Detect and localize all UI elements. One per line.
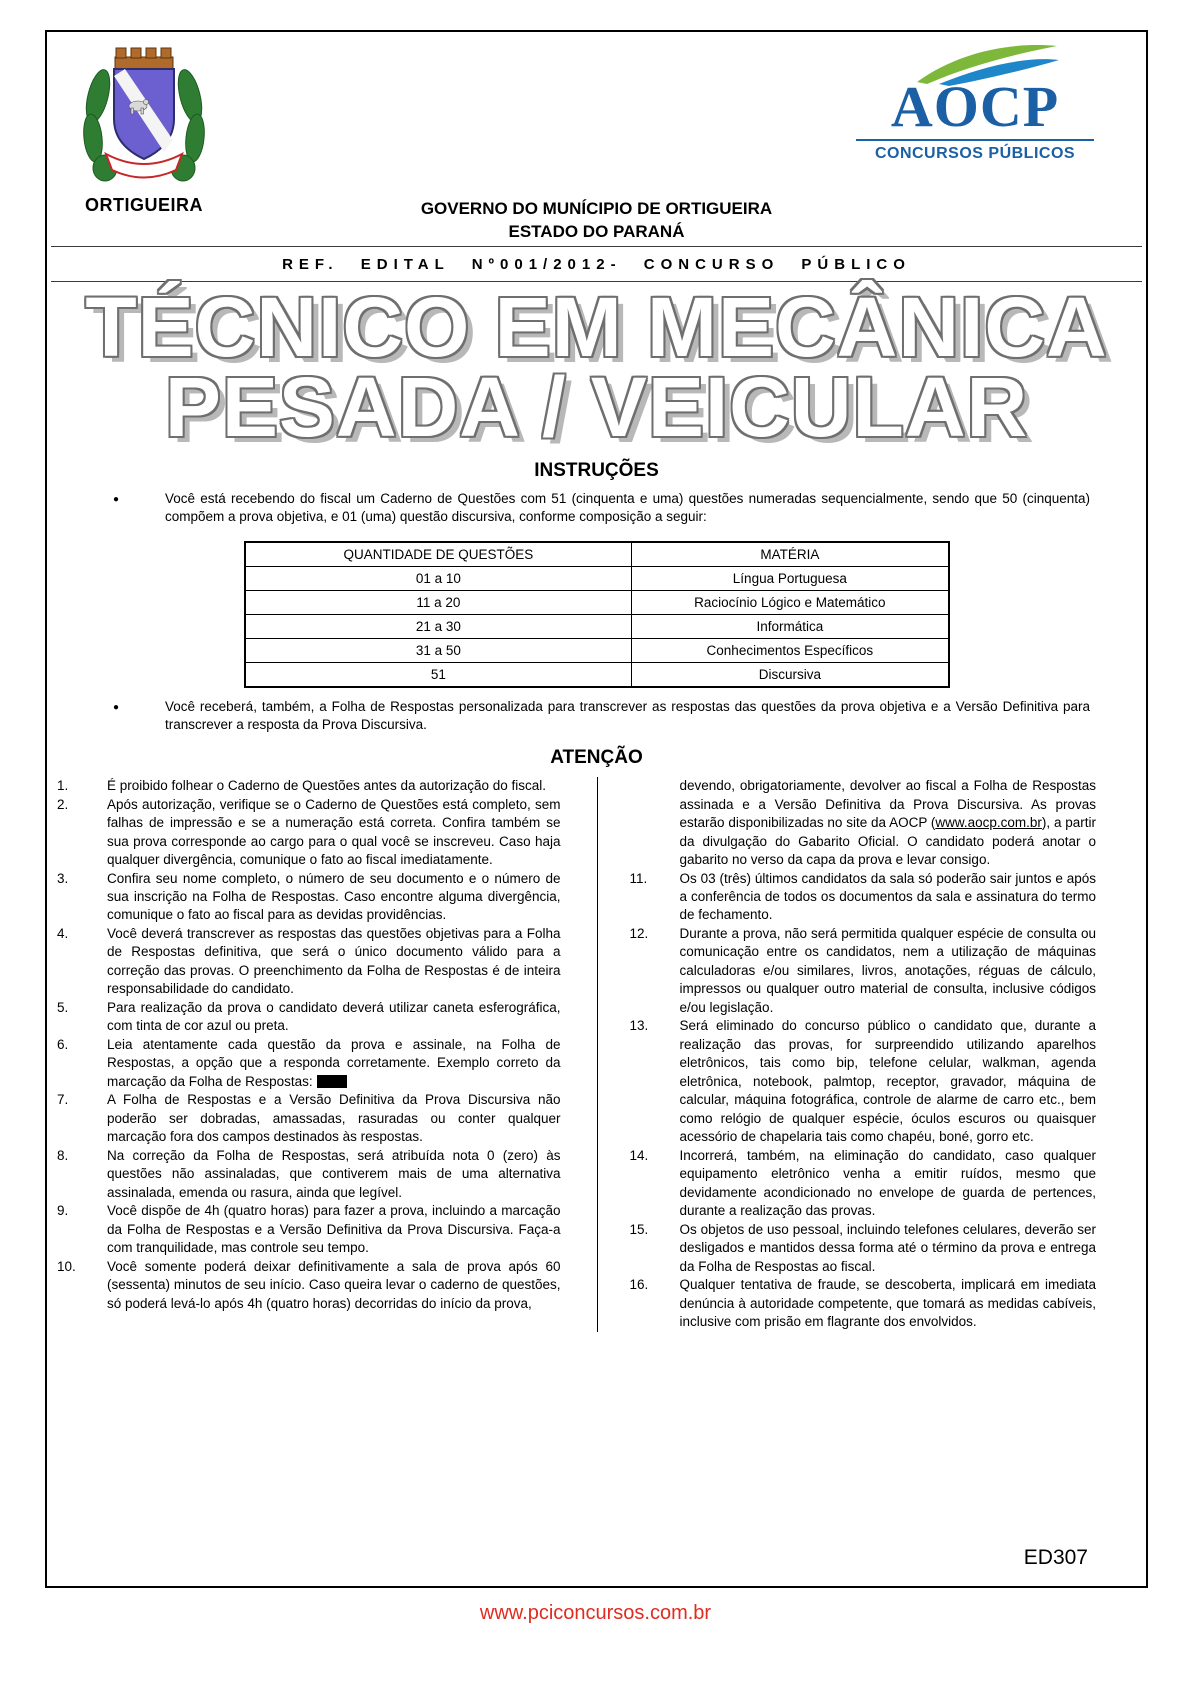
item-number: 16. (629, 1277, 649, 1293)
cell-question-range: 21 a 30 (245, 614, 632, 638)
government-title (47, 198, 1146, 244)
cell-question-range: 51 (245, 662, 632, 687)
cell-question-range: 11 a 20 (245, 590, 632, 614)
cell-subject: Informática (632, 614, 949, 638)
table-row (245, 638, 949, 662)
item-text (680, 777, 1097, 869)
item-number: 3. (57, 870, 69, 886)
instructions-heading: INSTRUÇÕES (534, 459, 659, 481)
table-row (245, 614, 949, 638)
cell-subject: Discursiva (632, 662, 949, 687)
item-text: Você somente poderá deixar definitivamente a sala de prova após 60 (sessenta) minutos de seu início. Caso queira levar o caderno de questões, só poderá levá-lo após 4h (quatro horas) decorridas do início da prova, (107, 1258, 561, 1311)
item-text: Qualquer tentativa de fraude, se descoberta, implicará em imediata denúncia à autoridade competente, que tomará as medidas cabíveis, inclusive com prisão em flagrante dos envolvidos. (679, 1277, 1096, 1330)
aocp-logo (856, 42, 1094, 163)
item-text-content: Leia atentamente cada questão da prova e assinale, na Folha de Respostas, a opção que a responda corretamente. Exemplo correto da marcação da Folha de Respostas: (107, 1036, 561, 1089)
cell-subject: Conhecimentos Específicos (632, 638, 949, 662)
document-frame (45, 30, 1148, 1588)
item-number: 15. (629, 1221, 649, 1237)
instruction-item-3 (57, 870, 561, 925)
gov-line-1: GOVERNO DO MUNÍCIPIO DE ORTIGUEIRA (420, 199, 773, 218)
attention-column-left (47, 777, 597, 1332)
instruction-item-9 (57, 1202, 561, 1257)
instruction-item-16 (630, 1276, 1097, 1331)
item-text: Você deverá transcrever as respostas das questões objetivas para a Folha de Respostas definitiva, que será o único documento válido para a correção das provas. O preenchimento da Folha de Respostas é de inteira responsabilidade do candidato. (107, 925, 561, 997)
item-text: Os objetos de uso pessoal, incluindo telefones celulares, deverão ser desligados e mantidos dessa forma até o término da prova e entrega da Folha de Respostas ao fiscal. (679, 1221, 1096, 1274)
item-text: A Folha de Respostas e a Versão Definitiva da Prova Discursiva não poderão ser dobradas, amassadas, rasuradas ou conter qualquer marcação fora dos campos destinados às respostas. (107, 1092, 561, 1145)
item-number: 14. (629, 1147, 649, 1163)
edition-code: ED307 (1023, 1546, 1088, 1569)
ortigueira-logo (69, 40, 219, 216)
instruction-bullet-1 (47, 490, 1146, 527)
bullet-icon: ● (113, 493, 120, 505)
attention-columns (47, 777, 1146, 1332)
item-text (107, 1036, 561, 1091)
table-row (245, 566, 949, 590)
table-header-quantity: QUANTIDADE DE QUESTÕES (245, 542, 632, 567)
job-title-line-1: TÉCNICO EM MECÂNICA (85, 280, 1108, 374)
attention-column-right (597, 777, 1147, 1332)
aocp-wordmark: AOCP (890, 74, 1060, 139)
cell-question-range: 01 a 10 (245, 566, 632, 590)
item-text: Após autorização, verifique se o Caderno de Questões está completo, sem falhas de impressão e se a numeração está correta. Confira também se sua prova corresponde ao cargo para o qual você se inscreveu. Caso haja qualquer divergência, comunique o fato ao fiscal imediatamente. (107, 796, 561, 868)
gov-line-2: ESTADO DO PARANÁ (508, 221, 685, 241)
table-header-subject: MATÉRIA (632, 542, 949, 567)
header (47, 32, 1146, 246)
item-text: Durante a prova, não será permitida qualquer espécie de consulta ou comunicação entre os candidatos, nem a utilização de máquinas calculadoras e/ou similares, livros, anotações, réguas de cálculo, impressos ou qualquer outro material de consulta, inclusive códigos e/ou legislação. (679, 925, 1096, 1015)
item-number: 1. (57, 778, 69, 794)
questions-composition-table (244, 541, 950, 688)
item-number: 7. (57, 1092, 69, 1108)
instruction-item-2 (57, 796, 561, 870)
item-number: 4. (57, 925, 69, 941)
instruction-item-10-continuation (630, 777, 1097, 869)
job-title-line-2: PESADA / VEICULAR (164, 359, 1029, 454)
item-text: Os 03 (três) últimos candidatos da sala só poderão sair juntos e após a conferência de todos os documentos da sala e assinatura do termo de fechamento. (679, 870, 1096, 923)
job-title (47, 280, 1146, 454)
cell-subject: Língua Portuguesa (632, 566, 949, 590)
instruction-item-7 (57, 1091, 561, 1146)
item-text: Será eliminado do concurso público o candidato que, durante a realização das provas, for surpreendido utilizando aparelhos eletrônicos, tais como bip, telefone celular, walkman, agenda eletrônica, notebook, palmtop, receptor, gravador, máquina de calcular, máquina fotográfica, controle de alarme de carro etc., bem como relógio de qualquer espécie, óculos escuros ou quaisquer acessório de chapelaria tais como chapéu, boné, gorro etc. (679, 1018, 1096, 1145)
item-text: Confira seu nome completo, o número de seu documento e o número de sua inscrição na Folha de Respostas. Caso encontre alguma divergência, comunique o fato ao fiscal para as devidas providências. (107, 870, 561, 923)
item-number: 12. (629, 925, 649, 941)
item-number: 9. (57, 1203, 69, 1219)
instruction-item-15 (630, 1221, 1097, 1276)
instruction-item-1 (57, 777, 561, 795)
bullet-text: Você está recebendo do fiscal um Caderno de Questões com 51 (cinquenta e uma) questões numeradas sequencialmente, sendo que 50 (cinquenta) compõem a prova objetiva, e 01 (uma) questão discursiva, conforme composição a seguir: (165, 490, 1090, 525)
item-number: 2. (57, 796, 69, 812)
aocp-subtitle: CONCURSOS PÚBLICOS (856, 139, 1094, 163)
item-text-content: devendo, obrigatoriamente, devolver ao fiscal a Folha de Respostas assinada e a Versão Definitiva da Prova Discursiva. As provas estarão disponibilizadas no site da AOCP ( (679, 778, 1096, 831)
instruction-item-4 (57, 925, 561, 999)
table-header-row (245, 542, 949, 567)
instruction-item-6 (57, 1036, 561, 1091)
item-text: É proibido folhear o Caderno de Questões antes da autorização do fiscal. (107, 778, 547, 794)
item-number: 5. (57, 999, 69, 1015)
cell-subject: Raciocínio Lógico e Matemático (632, 590, 949, 614)
item-text-content: ), a partir da divulgação do Gabarito Oficial. O candidato poderá anotar o gabarito no verso da capa da prova e levar consigo. (679, 815, 1097, 868)
instruction-item-10 (57, 1258, 561, 1313)
attention-heading: ATENÇÃO (550, 747, 643, 769)
instruction-item-12 (630, 925, 1097, 1017)
ortigueira-coat-of-arms-icon (78, 40, 210, 188)
table-row (245, 662, 949, 687)
item-number: 13. (629, 1018, 649, 1034)
instruction-item-14 (630, 1147, 1097, 1221)
table-row (245, 590, 949, 614)
answer-mark-icon (317, 1075, 347, 1088)
item-number: 11. (629, 870, 648, 886)
item-number (630, 777, 680, 869)
bullet-icon: ● (113, 701, 120, 713)
item-number: 10. (57, 1258, 76, 1274)
aocp-site-link[interactable]: www.aocp.com.br (935, 815, 1042, 831)
edital-reference: REF. EDITAL Nº001/2012- CONCURSO PÚBLICO (282, 256, 911, 273)
crest-caption: ORTIGUEIRA (84, 195, 203, 215)
instruction-item-5 (57, 999, 561, 1036)
instruction-item-13 (630, 1017, 1097, 1146)
item-text: Para realização da prova o candidato deverá utilizar caneta esferográfica, com tinta de cor azul ou preta. (107, 999, 561, 1034)
bullet-text: Você receberá, também, a Folha de Respostas personalizada para transcrever as respostas das questões da prova objetiva e a Versão Definitiva para transcrever a resposta da Prova Discursiva. (165, 698, 1090, 733)
cell-question-range: 31 a 50 (245, 638, 632, 662)
item-text: Incorrerá, também, na eliminação do candidato, caso qualquer equipamento eletrônico venha a emitir ruídos, mesmo que devidamente acondicionado no envelope de guarda de pertences, durante a realização das provas. (679, 1147, 1096, 1219)
pciconcursos-site-link[interactable]: www.pciconcursos.com.br (479, 1602, 712, 1624)
item-number: 8. (57, 1147, 69, 1163)
instruction-item-8 (57, 1147, 561, 1202)
item-text: Na correção da Folha de Respostas, será atribuída nota 0 (zero) às questões não assinaladas, que contiverem mais de uma alternativa assinalada, emenda ou rasura, ainda que legível. (107, 1147, 561, 1200)
instruction-bullet-2 (47, 698, 1146, 735)
item-text: Você dispõe de 4h (quatro horas) para fazer a prova, incluindo a marcação da Folha de Respostas e a Versão Definitiva da Prova Discursiva. Faça-a com tranquilidade, mas controle seu tempo. (107, 1203, 561, 1256)
item-number: 6. (57, 1036, 69, 1052)
instruction-item-11 (630, 870, 1097, 925)
